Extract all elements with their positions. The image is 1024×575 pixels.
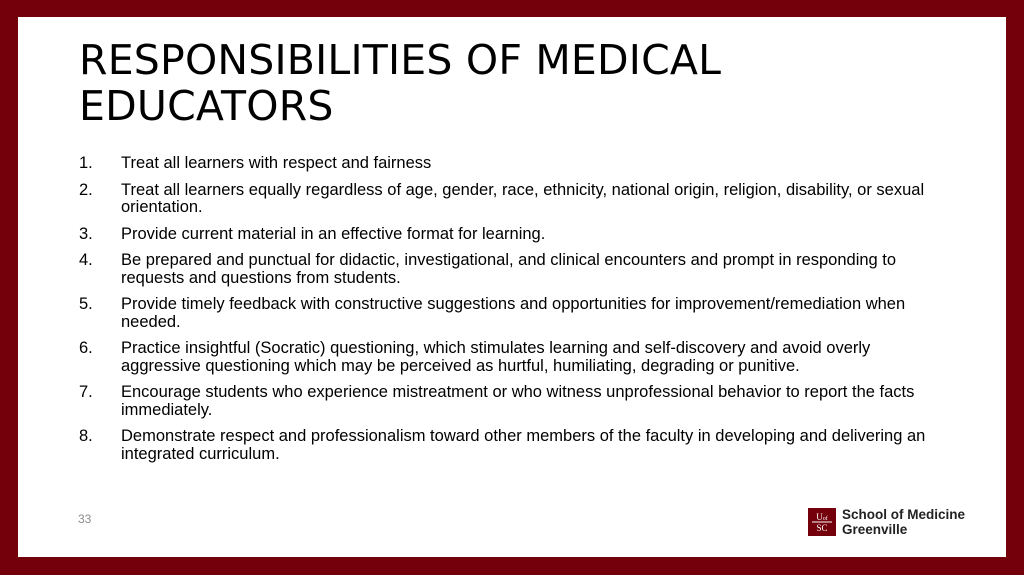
list-item-text: Provide timely feedback with constructive suggestions and opportunities for improvement/remediation when needed. [121,295,906,331]
list-item-number: 3. [79,224,93,243]
list-item-text: Demonstrate respect and professionalism toward other members of the faculty in developing and delivering an integrated curriculum. [121,427,926,463]
list-item-text: Encourage students who experience mistreatment or who witness unprofessional behavior to report the facts immediately. [121,383,915,419]
slide [18,17,1006,557]
logo-line-2: Greenville [842,522,908,537]
list-item [79,155,949,173]
list-item [79,296,949,331]
list-item-number: 7. [79,383,93,401]
list-item-number: 4. [79,251,93,269]
logo-text [842,507,965,537]
list-item [79,182,949,217]
responsibilities-list [79,155,949,472]
list-item [79,340,949,375]
svg-text:SC: SC [816,523,828,533]
list-item [79,252,949,287]
list-item-number: 8. [79,427,93,445]
list-item [79,428,949,463]
page-number: 33 [78,512,92,526]
list-item-text: Practice insightful (Socratic) questioning, which stimulates learning and self-discovery and avoid overly aggressive questioning which may be perceived as hurtful, humiliating, degrading or punitive. [121,339,871,375]
usc-logo-icon [808,508,836,536]
svg-text:Uof: Uof [816,512,828,522]
list-item-text: Treat all learners equally regardless of age, gender, race, ethnicity, national origin, religion, disability, or sexual orientation. [121,180,925,216]
list-item-number: 2. [79,180,93,199]
list-item-number: 1. [79,154,93,172]
list-item-text: Be prepared and punctual for didactic, investigational, and clinical encounters and prompt in responding to requests and questions from students. [121,251,897,287]
list-item [79,226,949,244]
slide-title: RESPONSIBILITIES OF MEDICAL EDUCATORS [79,36,722,130]
list-item-text: Treat all learners with respect and fairness [121,154,432,172]
list-item-text: Provide current material in an effective format for learning. [121,224,546,243]
logo-line-1: School of Medicine [842,507,966,522]
list-item-number: 5. [79,295,93,313]
list-item-number: 6. [79,339,93,357]
school-logo [808,507,965,537]
list-item [79,384,949,419]
